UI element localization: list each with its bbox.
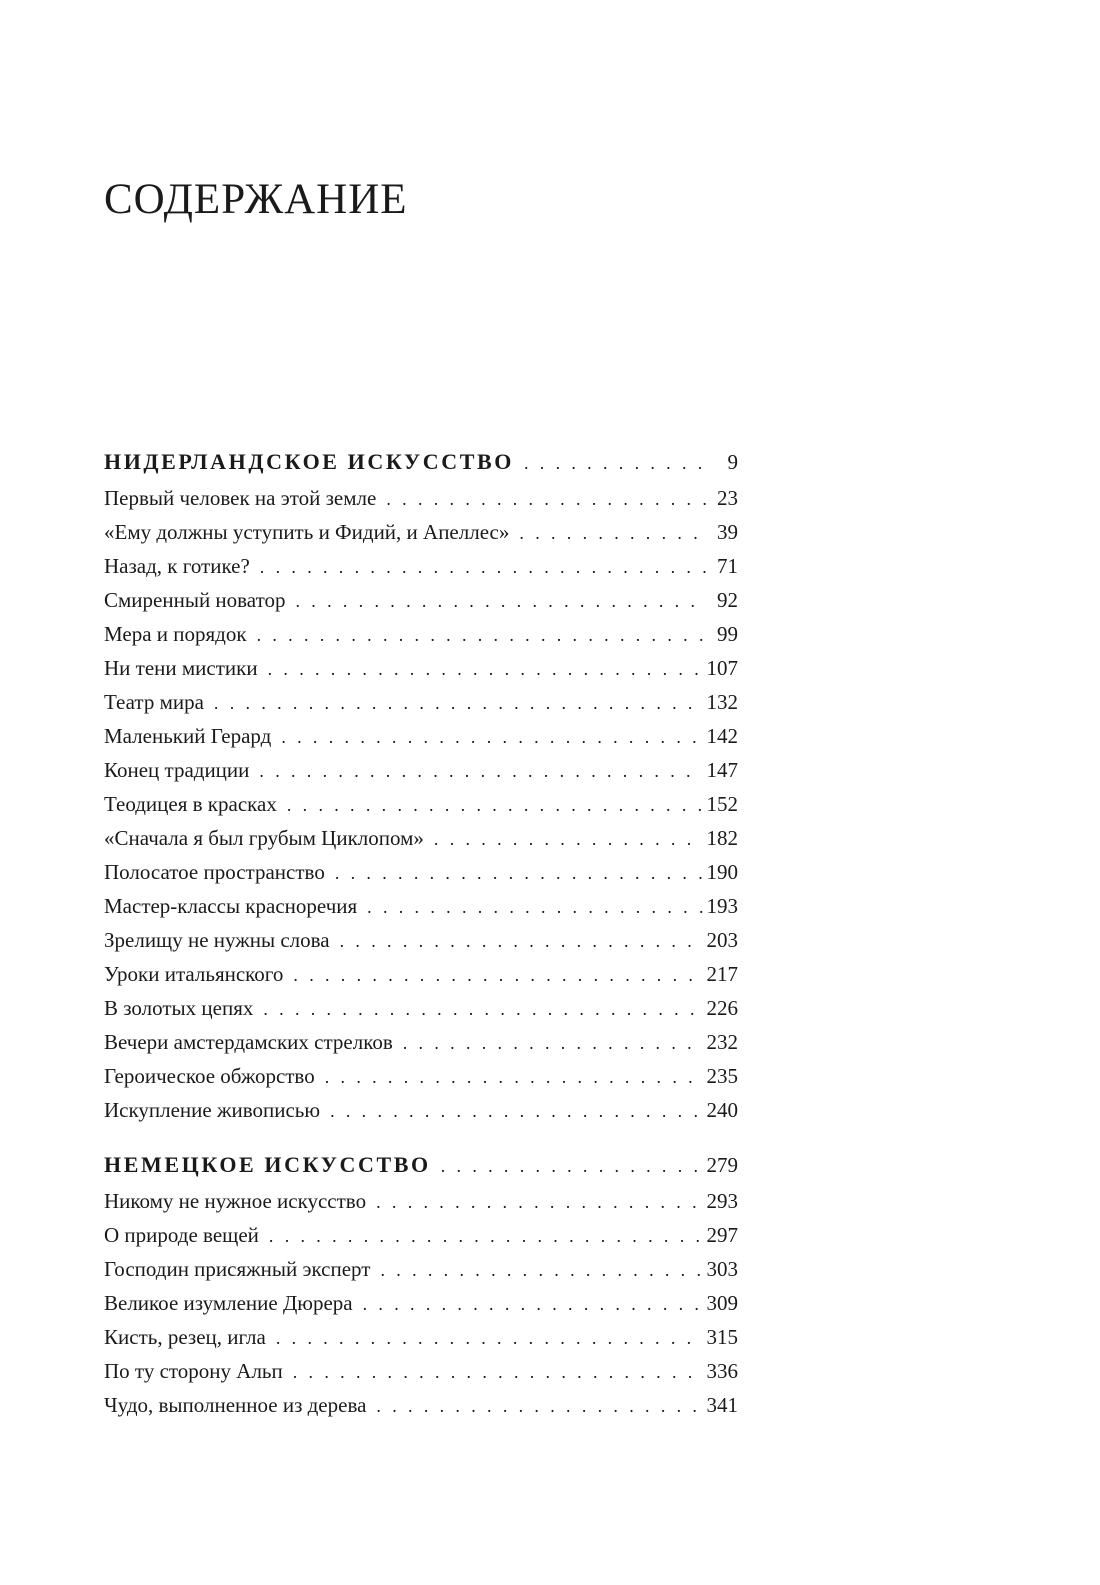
page-number: 226 (706, 996, 738, 1020)
page-number: 71 (717, 554, 738, 578)
dot-leader (335, 856, 703, 890)
dot-leader (376, 1389, 702, 1423)
toc-entry[interactable] (104, 583, 738, 617)
page-number: 240 (706, 1098, 738, 1122)
page-number: 315 (706, 1325, 738, 1349)
page-number: 336 (706, 1359, 738, 1383)
entry-title: Уроки итальянского (104, 962, 284, 986)
page-title: СОДЕРЖАНИЕ (104, 176, 408, 223)
entry-title: Назад, к готике? (104, 554, 250, 578)
toc-entry[interactable] (104, 1388, 738, 1422)
dot-leader (434, 822, 703, 856)
toc-section (104, 443, 738, 1127)
entry-title: Господин присяжный эксперт (104, 1257, 371, 1281)
entry-title: Кисть, резец, игла (104, 1325, 266, 1349)
entry-title: «Ему должны уступить и Фидий, и Апеллес» (104, 520, 510, 544)
dot-leader (257, 618, 706, 652)
dot-leader (441, 1147, 703, 1185)
page-number: 297 (706, 1223, 738, 1247)
toc-entry[interactable] (104, 1354, 738, 1388)
toc-section (104, 1146, 738, 1422)
toc-entry[interactable] (104, 1252, 738, 1286)
page-number: 203 (706, 928, 738, 952)
toc-entry[interactable] (104, 1093, 738, 1127)
page-number: 279 (706, 1153, 738, 1177)
page-number: 142 (706, 724, 738, 748)
toc-entry[interactable] (104, 753, 738, 787)
dot-leader (367, 890, 702, 924)
page-number: 9 (727, 450, 738, 474)
entry-title: Театр мира (104, 690, 204, 714)
toc-entry[interactable] (104, 651, 738, 685)
dot-leader (287, 788, 703, 822)
dot-leader (380, 1253, 702, 1287)
toc-entry[interactable] (104, 1025, 738, 1059)
entry-title: О природе вещей (104, 1223, 259, 1247)
page-number: 39 (717, 520, 738, 544)
page-number: 132 (706, 690, 738, 714)
page-number: 190 (706, 860, 738, 884)
page-number: 341 (706, 1393, 738, 1417)
dot-leader (376, 1185, 702, 1219)
toc-entry[interactable] (104, 889, 738, 923)
entry-title: Маленький Герард (104, 724, 272, 748)
dot-leader (340, 924, 703, 958)
toc-entry[interactable] (104, 991, 738, 1025)
entry-title: Мастер-классы красноречия (104, 894, 358, 918)
dot-leader (330, 1094, 702, 1128)
toc-entry[interactable] (104, 957, 738, 991)
page-number: 193 (706, 894, 738, 918)
page-number: 232 (706, 1030, 738, 1054)
entry-title: Конец традиции (104, 758, 250, 782)
entry-title: Смиренный новатор (104, 588, 286, 612)
toc-entry[interactable] (104, 787, 738, 821)
dot-leader (268, 652, 703, 686)
dot-leader (403, 1026, 703, 1060)
entry-title: Искупление живописью (104, 1098, 321, 1122)
dot-leader (293, 1355, 703, 1389)
toc-entry[interactable] (104, 481, 738, 515)
toc-section-heading[interactable] (104, 443, 738, 481)
toc-entry[interactable] (104, 685, 738, 719)
toc-entry[interactable] (104, 1218, 738, 1252)
toc-entry[interactable] (104, 1184, 738, 1218)
dot-leader (269, 1219, 703, 1253)
page-number: 23 (717, 486, 738, 510)
entry-title: Первый человек на этой земле (104, 486, 377, 510)
toc-entry[interactable] (104, 821, 738, 855)
toc-entry[interactable] (104, 617, 738, 651)
dot-leader (325, 1060, 703, 1094)
toc-entry[interactable] (104, 1286, 738, 1320)
page-number: 293 (706, 1189, 738, 1213)
toc-entry[interactable] (104, 515, 738, 549)
entry-title: Зрелищу не нужны слова (104, 928, 330, 952)
entry-title: Никому не нужное искусство (104, 1189, 367, 1213)
entry-title: «Сначала я был грубым Циклопом» (104, 826, 424, 850)
dot-leader (295, 584, 706, 618)
dot-leader (281, 720, 702, 754)
toc-entry[interactable] (104, 1059, 738, 1093)
entry-title: В золотых цепях (104, 996, 254, 1020)
dot-leader (363, 1287, 703, 1321)
entry-title: Героическое обжорство (104, 1064, 315, 1088)
entry-title: Ни тени мистики (104, 656, 258, 680)
dot-leader (386, 482, 706, 516)
dot-leader (293, 958, 702, 992)
page-number: 217 (706, 962, 738, 986)
page-number: 99 (717, 622, 738, 646)
toc-entry[interactable] (104, 923, 738, 957)
entry-title: Вечери амстердамских стрелков (104, 1030, 393, 1054)
dot-leader (260, 550, 706, 584)
dot-leader (214, 686, 703, 720)
section-title: НИДЕРЛАНДСКОЕ ИСКУССТВО (104, 449, 514, 474)
page-number: 107 (706, 656, 738, 680)
toc-entry[interactable] (104, 549, 738, 583)
entry-title: Чудо, выполненное из дерева (104, 1393, 367, 1417)
page-number: 152 (706, 792, 738, 816)
entry-title: Полосатое пространство (104, 860, 325, 884)
page-number: 235 (706, 1064, 738, 1088)
entry-title: Мера и порядок (104, 622, 247, 646)
dot-leader (276, 1321, 703, 1355)
dot-leader (259, 754, 702, 788)
toc-entry[interactable] (104, 855, 738, 889)
page-number: 309 (706, 1291, 738, 1315)
dot-leader (519, 516, 706, 550)
entry-title: Теодицея в красках (104, 792, 277, 816)
page-number: 182 (706, 826, 738, 850)
entry-title: По ту сторону Альп (104, 1359, 283, 1383)
dot-leader (263, 992, 702, 1026)
page-number: 303 (706, 1257, 738, 1281)
toc-entry[interactable] (104, 719, 738, 753)
toc-entry[interactable] (104, 1320, 738, 1354)
page-number: 147 (706, 758, 738, 782)
toc-section-heading[interactable] (104, 1146, 738, 1184)
page-number: 92 (717, 588, 738, 612)
entry-title: Великое изумление Дюрера (104, 1291, 353, 1315)
section-title: НЕМЕЦКОЕ ИСКУССТВО (104, 1152, 431, 1177)
dot-leader (524, 444, 706, 482)
